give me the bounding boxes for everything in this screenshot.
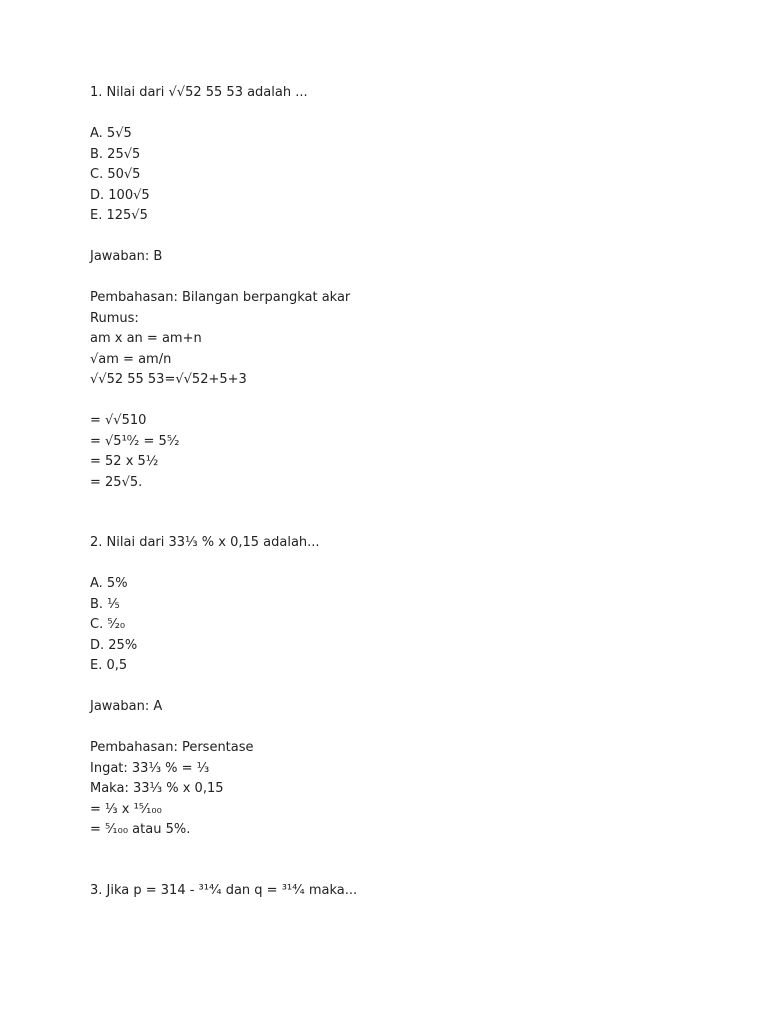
option-c: C. ⁵⁄₂₀ <box>90 617 126 632</box>
question-3 <box>90 881 730 902</box>
explanation-line: √√52 55 53=√√52+5+3 <box>90 372 247 387</box>
document-page <box>90 83 730 901</box>
option-e: E. 0,5 <box>90 658 128 673</box>
explanation-line: Pembahasan: Persentase <box>90 740 254 755</box>
explanation <box>90 288 730 493</box>
explanation-line: = ⁵⁄₁₀₀ atau 5%. <box>90 822 191 837</box>
option-a: A. 5√5 <box>90 126 132 141</box>
explanation-line: Ingat: 33⅓ % = ⅓ <box>90 760 210 776</box>
explanation-line: am x an = am+n <box>90 331 202 346</box>
question-2 <box>90 533 730 841</box>
explanation-line <box>90 391 730 412</box>
question-text: 3. Jika p = 314 - ³¹⁴⁄₄ dan q = ³¹⁴⁄₄ maka... <box>90 882 358 898</box>
option-d: D. 25% <box>90 637 138 653</box>
explanation-line: = 25√5. <box>90 474 143 490</box>
question-1 <box>90 83 730 493</box>
explanation-line: = 52 x 5½ <box>90 454 159 469</box>
option-e: E. 125√5 <box>90 208 148 223</box>
option-b: B. 25√5 <box>90 146 141 162</box>
answer-options <box>90 124 730 227</box>
answer-key: Jawaban: A <box>90 699 163 714</box>
explanation-line: Rumus: <box>90 310 139 326</box>
explanation-line: = √√510 <box>90 413 147 428</box>
question-text: 2. Nilai dari 33⅓ % x 0,15 adalah... <box>90 535 320 550</box>
answer-options <box>90 574 730 677</box>
option-c: C. 50√5 <box>90 167 141 182</box>
explanation-line: Pembahasan: Bilangan berpangkat akar <box>90 290 351 305</box>
explanation <box>90 738 730 841</box>
option-d: D. 100√5 <box>90 187 150 203</box>
option-b: B. ⅕ <box>90 596 120 612</box>
explanation-line: Maka: 33⅓ % x 0,15 <box>90 781 224 796</box>
option-a: A. 5% <box>90 576 128 591</box>
explanation-line: √am = am/n <box>90 351 172 367</box>
answer-key: Jawaban: B <box>90 249 163 264</box>
explanation-line: = √5¹⁰⁄₂ = 5⁵⁄₂ <box>90 433 180 449</box>
question-text: 1. Nilai dari √√52 55 53 adalah ... <box>90 85 308 100</box>
explanation-line: = ⅓ x ¹⁵⁄₁₀₀ <box>90 801 162 817</box>
